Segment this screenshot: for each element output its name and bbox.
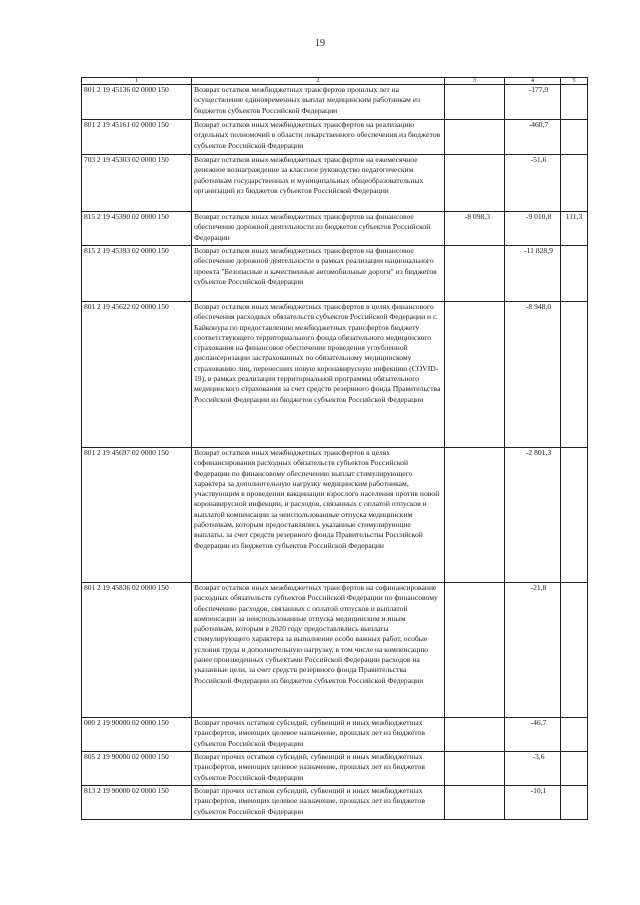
value-col3-cell bbox=[445, 155, 505, 212]
description-cell: Возврат остатков иных межбюджетных трансфертов на ежемесячное денежное вознаграждение за классное руководство педагогическим работникам государственных и муниципальных общеобразовательных организаций из бюджетов субъектов Российской Федерации bbox=[192, 155, 445, 212]
description-cell: Возврат остатков иных межбюджетных трансфертов на софинансирование расходных обязательств субъектов Российской Федерации по финансовому обеспечению расходов, связанных с оплатой отпусков и выплатой компенсации за неиспользованные отпуска медицинским и иным работникам, которым в 2020 году предоставлялись выплаты стимулирующего характера за выполнение особо важных работ, особые условия труда и дополнительную нагрузку, в том числе на компенсацию ранее произведенных субъектами Российской Федерации расходов на указанные цели, за счет средств резервного фонда Правительства Российской Федерации из бюджетов субъектов Российской Федерации bbox=[192, 583, 445, 718]
column-header: 1 bbox=[82, 78, 192, 85]
value-col4-cell: -21,8 bbox=[505, 583, 561, 718]
table-row bbox=[82, 786, 588, 820]
value-col4-cell: -9 010,8 bbox=[505, 212, 561, 246]
value-col5-cell bbox=[561, 448, 588, 583]
table-row bbox=[82, 448, 588, 583]
description-cell: Возврат прочих остатков субсидий, субвенций и иных межбюджетных трансфертов, имеющих целевое назначение, прошлых лет из бюджетов субъектов Российской Федерации bbox=[192, 752, 445, 786]
value-col5-cell bbox=[561, 120, 588, 155]
value-col5-cell bbox=[561, 786, 588, 820]
description-cell: Возврат остатков иных межбюджетных трансфертов в целях финансового обеспечения расходных обязательств субъектов Российской Федерации и г. Байконура по предоставлению межбюджетных трансфертов бюджету соответствующего территориального фонда обязательного медицинского страхования на финансовое обеспечение проведения углубленной диспансеризации застрахованных по обязательному медицинскому страхованию лиц, перенесших новую коронавирусную инфекцию (COVID-19), в рамках реализации территориальной программы обязательного медицинского страхования за счет средств резервного фонда Правительства Российской Федерации из бюджетов субъектов Российской Федерации bbox=[192, 302, 445, 448]
code-cell: 815 2 19 45393 02 0000 150 bbox=[82, 246, 192, 302]
code-cell: 801 2 19 45622 02 0000 150 bbox=[82, 302, 192, 448]
table-row bbox=[82, 85, 588, 120]
value-col3-cell bbox=[445, 120, 505, 155]
table-row bbox=[82, 155, 588, 212]
value-col3-cell bbox=[445, 448, 505, 583]
description-cell: Возврат прочих остатков субсидий, субвенций и иных межбюджетных трансфертов, имеющих целевое назначение, прошлых лет из бюджетов субъектов Российской Федерации bbox=[192, 718, 445, 752]
column-header: 4 bbox=[505, 78, 561, 85]
table-body bbox=[82, 78, 588, 820]
description-cell: Возврат остатков иных межбюджетных трансфертов на реализацию отдельных полномочий в области лекарственного обеспечения из бюджетов субъектов Российской Федерации bbox=[192, 120, 445, 155]
description-cell: Возврат остатков межбюджетных трансфертов прошлых лет на осуществление единовременных выплат медицинским работникам из бюджетов субъектов Российской Федерации bbox=[192, 85, 445, 120]
value-col5-cell bbox=[561, 752, 588, 786]
value-col5-cell bbox=[561, 583, 588, 718]
code-cell: 813 2 19 90000 02 0000 150 bbox=[82, 786, 192, 820]
value-col4-cell: -10,1 bbox=[505, 786, 561, 820]
value-col3-cell: -8 098,3 bbox=[445, 212, 505, 246]
value-col4-cell: -11 828,9 bbox=[505, 246, 561, 302]
value-col5-cell bbox=[561, 246, 588, 302]
value-col3-cell bbox=[445, 752, 505, 786]
value-col4-cell: -177,9 bbox=[505, 85, 561, 120]
page-number: 19 bbox=[315, 38, 325, 49]
column-header: 2 bbox=[192, 78, 445, 85]
code-cell: 801 2 19 45836 02 0000 150 bbox=[82, 583, 192, 718]
value-col3-cell bbox=[445, 246, 505, 302]
code-cell: 000 2 19 90000 02 0000 150 bbox=[82, 718, 192, 752]
description-cell: Возврат остатков иных межбюджетных трансфертов в целях софинансирования расходных обязательств субъектов Российской Федерации по финансовому обеспечению выплат стимулирующего характера за дополнительную нагрузку медицинским работникам, участвующим в проведении вакцинации взрослого населения против новой коронавирусной инфекции, и расходов, связанных с оплатой отпусков и выплатой компенсации за неиспользованные отпуска медицинским работникам, которым предоставлялись указанные стимулирующие выплаты, за счет средств резервного фонда Правительства Российской Федерации из бюджетов субъектов Российской Федерации bbox=[192, 448, 445, 583]
value-col4-cell: -460,7 bbox=[505, 120, 561, 155]
code-cell: 703 2 19 45303 02 0000 150 bbox=[82, 155, 192, 212]
value-col3-cell bbox=[445, 85, 505, 120]
code-cell: 801 2 19 45161 02 0000 150 bbox=[82, 120, 192, 155]
column-header: 3 bbox=[445, 78, 505, 85]
value-col5-cell bbox=[561, 85, 588, 120]
table-row bbox=[82, 302, 588, 448]
value-col3-cell bbox=[445, 718, 505, 752]
description-cell: Возврат прочих остатков субсидий, субвенций и иных межбюджетных трансфертов, имеющих целевое назначение, прошлых лет из бюджетов субъектов Российской Федерации bbox=[192, 786, 445, 820]
value-col4-cell: -46,7 bbox=[505, 718, 561, 752]
description-cell: Возврат остатков иных межбюджетных трансфертов на финансовое обеспечение дорожной деятельности в рамках реализации национального проекта "Безопасные и качественные автомобильные дороги" из бюджетов субъектов Российской Федерации bbox=[192, 246, 445, 302]
value-col3-cell bbox=[445, 302, 505, 448]
table-row bbox=[82, 120, 588, 155]
value-col4-cell: -51,6 bbox=[505, 155, 561, 212]
table-row bbox=[82, 212, 588, 246]
value-col3-cell bbox=[445, 583, 505, 718]
value-col5-cell: 111,3 bbox=[561, 212, 588, 246]
table-row bbox=[82, 583, 588, 718]
budget-table bbox=[81, 77, 588, 820]
value-col4-cell: -2 801,3 bbox=[505, 448, 561, 583]
description-cell: Возврат остатков иных межбюджетных трансфертов на финансовое обеспечение дорожной деятельности из бюджетов субъектов Российской Федерации bbox=[192, 212, 445, 246]
table-row bbox=[82, 752, 588, 786]
value-col4-cell: -3,6 bbox=[505, 752, 561, 786]
value-col4-cell: -8 948,0 bbox=[505, 302, 561, 448]
header-row bbox=[82, 78, 588, 85]
code-cell: 801 2 19 45136 02 0000 150 bbox=[82, 85, 192, 120]
code-cell: 801 2 19 45697 02 0000 150 bbox=[82, 448, 192, 583]
code-cell: 805 2 19 90000 02 0000 150 bbox=[82, 752, 192, 786]
value-col5-cell bbox=[561, 302, 588, 448]
value-col5-cell bbox=[561, 718, 588, 752]
code-cell: 815 2 19 45390 02 0000 150 bbox=[82, 212, 192, 246]
column-header: 5 bbox=[561, 78, 588, 85]
table-row bbox=[82, 718, 588, 752]
value-col5-cell bbox=[561, 155, 588, 212]
value-col3-cell bbox=[445, 786, 505, 820]
table-row bbox=[82, 246, 588, 302]
